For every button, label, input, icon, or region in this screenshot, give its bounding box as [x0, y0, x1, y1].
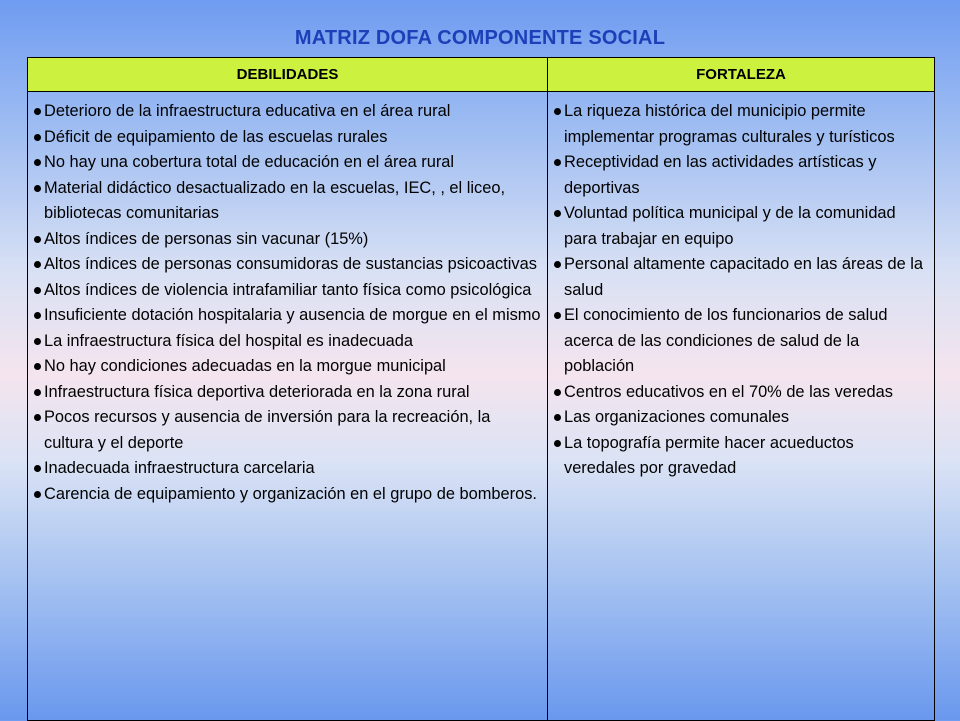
fortaleza-text: Voluntad política municipal y de la comunidad para trabajar en equipo [564, 204, 896, 248]
fortaleza-item [554, 380, 928, 406]
bullet-icon [34, 465, 41, 472]
fortaleza-item [554, 252, 928, 303]
debilidad-text: Inadecuada infraestructura carcelaria [44, 459, 315, 477]
bullet-icon [34, 389, 41, 396]
debilidad-text: Carencia de equipamiento y organización en el grupo de bomberos. [44, 484, 537, 503]
debilidad-text: Altos índices de personas sin vacunar (15%) [44, 229, 369, 248]
header-fortaleza: FORTALEZA [548, 58, 935, 92]
bullet-icon [34, 414, 41, 421]
bullet-icon [554, 108, 561, 115]
debilidad-text: Insuficiente dotación hospitalaria y ausencia de morgue en el mismo [44, 306, 541, 324]
bullet-icon [554, 414, 561, 421]
debilidad-item [34, 380, 541, 406]
bullet-icon [34, 108, 41, 115]
content-row [28, 92, 935, 721]
bullet-icon [554, 210, 561, 217]
debilidad-item [34, 482, 541, 508]
fortaleza-item [554, 431, 928, 482]
debilidad-text: No hay condiciones adecuadas en la morgue municipal [44, 357, 446, 375]
bullet-icon [34, 338, 41, 345]
header-debilidades: DEBILIDADES [28, 58, 548, 92]
fortalezas-list [554, 99, 928, 482]
debilidad-item [34, 150, 541, 176]
debilidad-item [34, 329, 541, 355]
bullet-icon [34, 134, 41, 141]
bullet-icon [34, 236, 41, 243]
debilidad-text: Infraestructura física deportiva deteriorada en la zona rural [44, 382, 470, 401]
bullet-icon [34, 261, 41, 268]
bullet-icon [34, 287, 41, 294]
debilidad-text: Altos índices de personas consumidoras de sustancias psicoactivas [44, 255, 537, 273]
page-title: MATRIZ DOFA COMPONENTE SOCIAL [294, 27, 666, 49]
fortaleza-text: Centros educativos en el 70% de las veredas [564, 382, 893, 401]
bullet-icon [554, 440, 561, 447]
debilidad-item [34, 252, 541, 278]
header-row [28, 58, 935, 92]
bullet-icon [554, 312, 561, 319]
fortaleza-text: La riqueza histórica del municipio permite implementar programas culturales y turísticos [564, 102, 895, 146]
debilidad-text: Deterioro de la infraestructura educativa en el área rural [44, 102, 451, 120]
debilidad-text: La infraestructura física del hospital es inadecuada [44, 331, 414, 350]
fortaleza-text: Receptividad en las actividades artísticas y deportivas [564, 153, 877, 197]
bullet-icon [554, 261, 561, 268]
fortaleza-item [554, 99, 928, 150]
fortaleza-text: Personal altamente capacitado en las áreas de la salud [564, 255, 924, 299]
fortaleza-text: Las organizaciones comunales [564, 408, 790, 426]
debilidades-cell [28, 92, 548, 721]
dofa-matrix-table [27, 57, 935, 721]
bullet-icon [34, 312, 41, 319]
fortalezas-cell [548, 92, 935, 721]
fortaleza-item [554, 303, 928, 380]
bullet-icon [34, 159, 41, 166]
debilidad-item [34, 303, 541, 329]
debilidad-item [34, 456, 541, 482]
bullet-icon [34, 363, 41, 370]
debilidad-item [34, 354, 541, 380]
debilidad-item [34, 278, 541, 304]
debilidad-text: Déficit de equipamiento de las escuelas rurales [44, 127, 388, 146]
debilidad-item [34, 227, 541, 253]
debilidad-text: No hay una cobertura total de educación en el área rural [44, 153, 455, 171]
debilidad-item [34, 125, 541, 151]
debilidad-item [34, 176, 541, 227]
debilidades-list [34, 99, 541, 507]
debilidad-text: Material didáctico desactualizado en la escuelas, IEC, , el liceo, bibliotecas comunitarias [44, 178, 506, 222]
bullet-icon [554, 159, 561, 166]
bullet-icon [34, 185, 41, 192]
fortaleza-text: La topografía permite hacer acueductos veredales por gravedad [564, 433, 854, 477]
bullet-icon [34, 491, 41, 498]
bullet-icon [554, 389, 561, 396]
debilidad-text: Pocos recursos y ausencia de inversión para la recreación, la cultura y el deporte [44, 408, 491, 452]
debilidad-text: Altos índices de violencia intrafamiliar tanto física como psicológica [44, 280, 532, 299]
fortaleza-item [554, 201, 928, 252]
fortaleza-item [554, 405, 928, 431]
fortaleza-item [554, 150, 928, 201]
fortaleza-text: El conocimiento de los funcionarios de salud acerca de las condiciones de salud de la población [564, 306, 888, 375]
debilidad-item [34, 405, 541, 456]
debilidad-item [34, 99, 541, 125]
